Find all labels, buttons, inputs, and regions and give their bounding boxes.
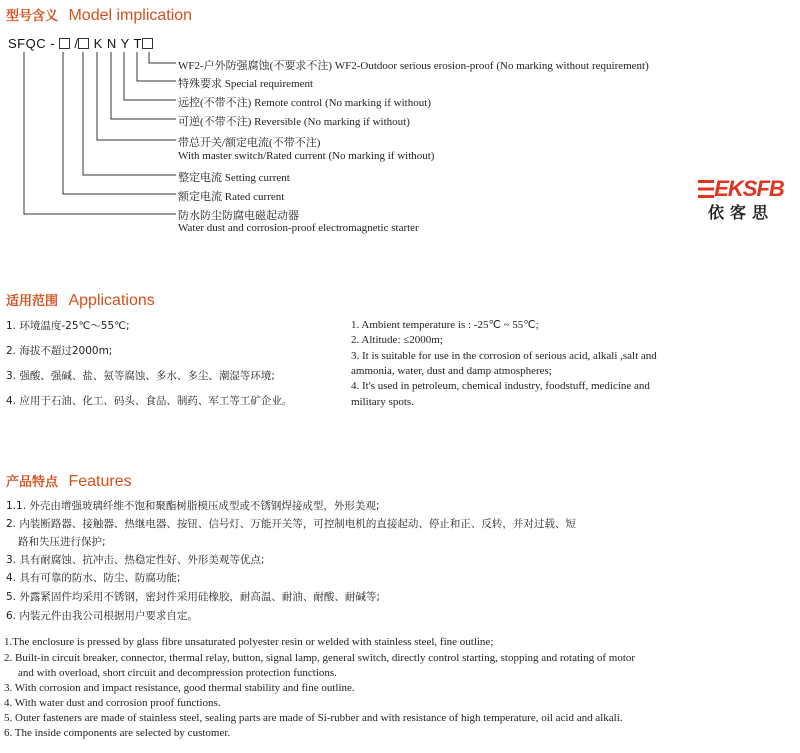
model-sep-dash: - (50, 36, 56, 51)
model-letter-n: N (106, 36, 117, 51)
logo-name-zh: 依客思 (707, 203, 774, 222)
applications-heading (6, 290, 155, 310)
feature-en-6: 6. The inside components are selected by customer. (4, 727, 231, 739)
feature-en-2: 2. Built-in circuit breaker, connector, thermal relay, button, signal lamp, general switch, directly control starting, stopping and rotating of motor (4, 652, 636, 664)
model-bracket-lines (0, 0, 180, 225)
model-prefix: SFQC (8, 36, 47, 51)
app-item-zh-2: 2. 海拔不超过2000m; (6, 345, 113, 357)
model-letter-k: K (93, 36, 103, 51)
bracket-line-reversible (111, 52, 176, 119)
features-heading-zh: 产品特点 (6, 474, 59, 489)
bracket-line-remote (124, 52, 176, 100)
legend-master-switch-en: With master switch/Rated current (No marking if without) (178, 150, 435, 162)
legend-reversible: 可逆(不带不注) Reversible (No marking if without) (178, 116, 410, 128)
feature-zh-4: 4. 具有可靠的防水、防尘、防腐功能; (6, 572, 181, 584)
legend-starter-zh: 防水防尘防腐电磁起动器 (178, 210, 299, 222)
model-heading-en: Model implication (68, 7, 193, 24)
model-sep-slash: / (74, 36, 79, 51)
features-heading-en: Features (68, 473, 132, 490)
app-item-en-3: 3. It is suitable for use in the corrosion of serious acid, alkali ,salt and (351, 350, 657, 362)
app-item-zh-4: 4. 应用于石油、化工、码头、食品、制药、军工等工矿企业。 (6, 395, 293, 407)
app-item-en-3-cont: ammonia, water, dust and damp atmospheres; (351, 365, 552, 377)
legend-special: 特殊要求 Special requirement (178, 78, 314, 90)
app-item-en-2: 2. Altitude: ≤2000m; (351, 334, 443, 346)
bracket-line-rated (63, 52, 176, 194)
feature-en-5: 5. Outer fasteners are made of stainless steel, sealing parts are made of Si-rubber and with resistance of high temperature, oil acid and alkali. (4, 712, 623, 724)
logo-mark-icon (698, 179, 714, 199)
feature-zh-2: 2. 内装断路器、接触器、热继电器、按钮、信号灯、万能开关等，可控制电机的直接起动、停止和正、反转，并对过载、短 (6, 518, 576, 530)
bracket-line-special (137, 52, 176, 81)
feature-zh-6: 6. 内装元件由我公司根据用户要求自定。 (6, 610, 198, 622)
legend-starter-en: Water dust and corrosion-proof electromagnetic starter (178, 222, 419, 234)
legend-rated: 额定电流 Rated current (178, 191, 285, 203)
legend-remote: 远控(不带不注) Remote control (No marking if without) (178, 97, 431, 109)
bracket-line-wf2 (149, 52, 176, 63)
feature-zh-1: 1.1. 外壳由增强玻璃纤维不饱和聚酯树脂模压成型或不锈钢焊接成型，外形美观; (6, 500, 380, 512)
bracket-line-starter (24, 52, 176, 214)
feature-zh-3: 3. 具有耐腐蚀、抗冲击、热稳定性好、外形美观等优点; (6, 554, 265, 566)
model-letter-t: T (133, 36, 142, 51)
app-item-en-4-cont: military spots. (351, 396, 414, 408)
brand-logo (687, 176, 795, 223)
legend-wf2: WF2-户外防强腐蚀(不要求不注) WF2-Outdoor serious erosion-proof (No marking without requirement) (178, 60, 649, 72)
legend-master-switch-zh: 带总开关/额定电流(不带不注) (178, 137, 321, 149)
app-item-en-1: 1. Ambient temperature is : -25℃ ~ 55℃; (351, 319, 539, 331)
model-letter-y: Y (120, 36, 130, 51)
applications-heading-zh: 适用范围 (6, 293, 59, 308)
feature-en-4: 4. With water dust and corrosion proof functions. (4, 697, 221, 709)
logo-brand-text: EKSFB (714, 176, 784, 201)
feature-en-1: 1.The enclosure is pressed by glass fibre unsaturated polyester resin or welded with stainless steel, fine outline; (4, 636, 494, 648)
app-item-en-4: 4. It's used in petroleum, chemical industry, foodstuff, medicine and (351, 380, 650, 392)
feature-zh-5: 5. 外露紧固件均采用不锈钢，密封件采用硅橡胶，耐高温、耐油、耐酸、耐碱等; (6, 591, 380, 603)
feature-en-3: 3. With corrosion and impact resistance, good thermal stability and fine outline. (4, 682, 355, 694)
app-item-zh-3: 3. 强酸、强碱、盐、氨等腐蚀、多水、多尘、潮湿等环境; (6, 370, 275, 382)
feature-en-2-cont: and with overload, short circuit and decompression protection functions. (18, 667, 337, 679)
features-heading (6, 471, 132, 491)
legend-setting: 整定电流 Setting current (178, 172, 290, 184)
app-item-zh-1: 1. 环境温度-25℃～55℃; (6, 320, 130, 332)
feature-zh-2-cont: 路和失压进行保护; (18, 536, 106, 548)
model-heading-zh: 型号含义 (6, 8, 59, 23)
applications-heading-en: Applications (68, 292, 155, 309)
